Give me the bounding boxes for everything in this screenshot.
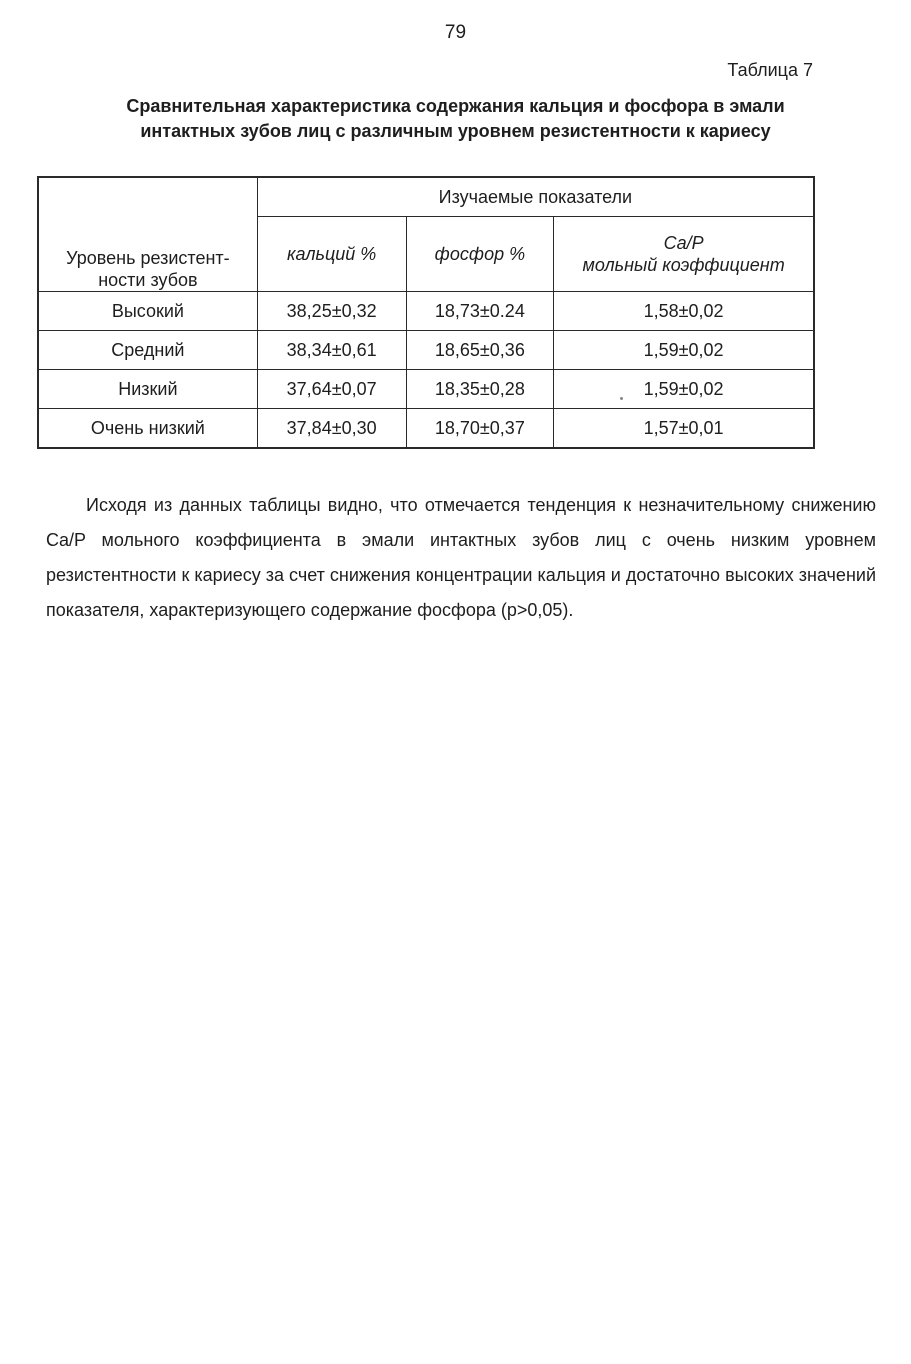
row-header-line-1: Уровень резистент- xyxy=(66,248,230,268)
column-header-ratio-line-1: Ca/P xyxy=(663,233,704,253)
row-label: Низкий xyxy=(38,370,257,409)
table-label: Таблица 7 xyxy=(727,60,813,80)
row-label: Очень низкий xyxy=(38,409,257,449)
column-header-ratio xyxy=(554,217,814,292)
row-label: Средний xyxy=(38,331,257,370)
row-label: Высокий xyxy=(38,292,257,331)
calcium-value: 38,34±0,61 xyxy=(257,331,406,370)
column-header-calcium: кальций % xyxy=(257,217,406,292)
scan-speck xyxy=(620,397,623,400)
row-header xyxy=(38,177,257,292)
table-row xyxy=(38,370,814,409)
column-header-phosphorus: фосфор % xyxy=(406,217,554,292)
column-header-ratio-line-2: мольный коэффициент xyxy=(582,255,785,275)
group-header: Изучаемые показатели xyxy=(257,177,814,217)
table-title-line-1: Сравнительная характеристика содержания кальция и фосфора в эмали xyxy=(126,96,785,116)
table-title xyxy=(40,94,871,144)
ratio-value: 1,59±0,02 xyxy=(554,331,814,370)
phosphorus-value: 18,35±0,28 xyxy=(406,370,554,409)
calcium-value: 37,84±0,30 xyxy=(257,409,406,449)
calcium-value: 37,64±0,07 xyxy=(257,370,406,409)
ratio-value: 1,57±0,01 xyxy=(554,409,814,449)
row-header-line-2: ности зубов xyxy=(98,270,198,290)
table-row xyxy=(38,409,814,449)
phosphorus-value: 18,70±0,37 xyxy=(406,409,554,449)
page-number: 79 xyxy=(444,22,467,43)
calcium-value: 38,25±0,32 xyxy=(257,292,406,331)
table-row xyxy=(38,331,814,370)
ratio-value: 1,58±0,02 xyxy=(554,292,814,331)
ratio-value: 1,59±0,02 xyxy=(554,370,814,409)
phosphorus-value: 18,65±0,36 xyxy=(406,331,554,370)
phosphorus-value: 18,73±0.24 xyxy=(406,292,554,331)
table-row xyxy=(38,292,814,331)
data-table xyxy=(37,176,815,449)
body-paragraph: Исходя из данных таблицы видно, что отмечается тенденция к незначительному снижению Ca/P мольного коэффициента в эмали интактных зубов лиц с очень низким уровнем резистентности к кариесу за счет снижения концентрации кальция и достаточно высоких значений показателя, характеризующего содержание фосфора (p>0,05). xyxy=(46,495,876,620)
table-title-line-2: интактных зубов лиц с различным уровнем резистентности к кариесу xyxy=(140,121,771,141)
